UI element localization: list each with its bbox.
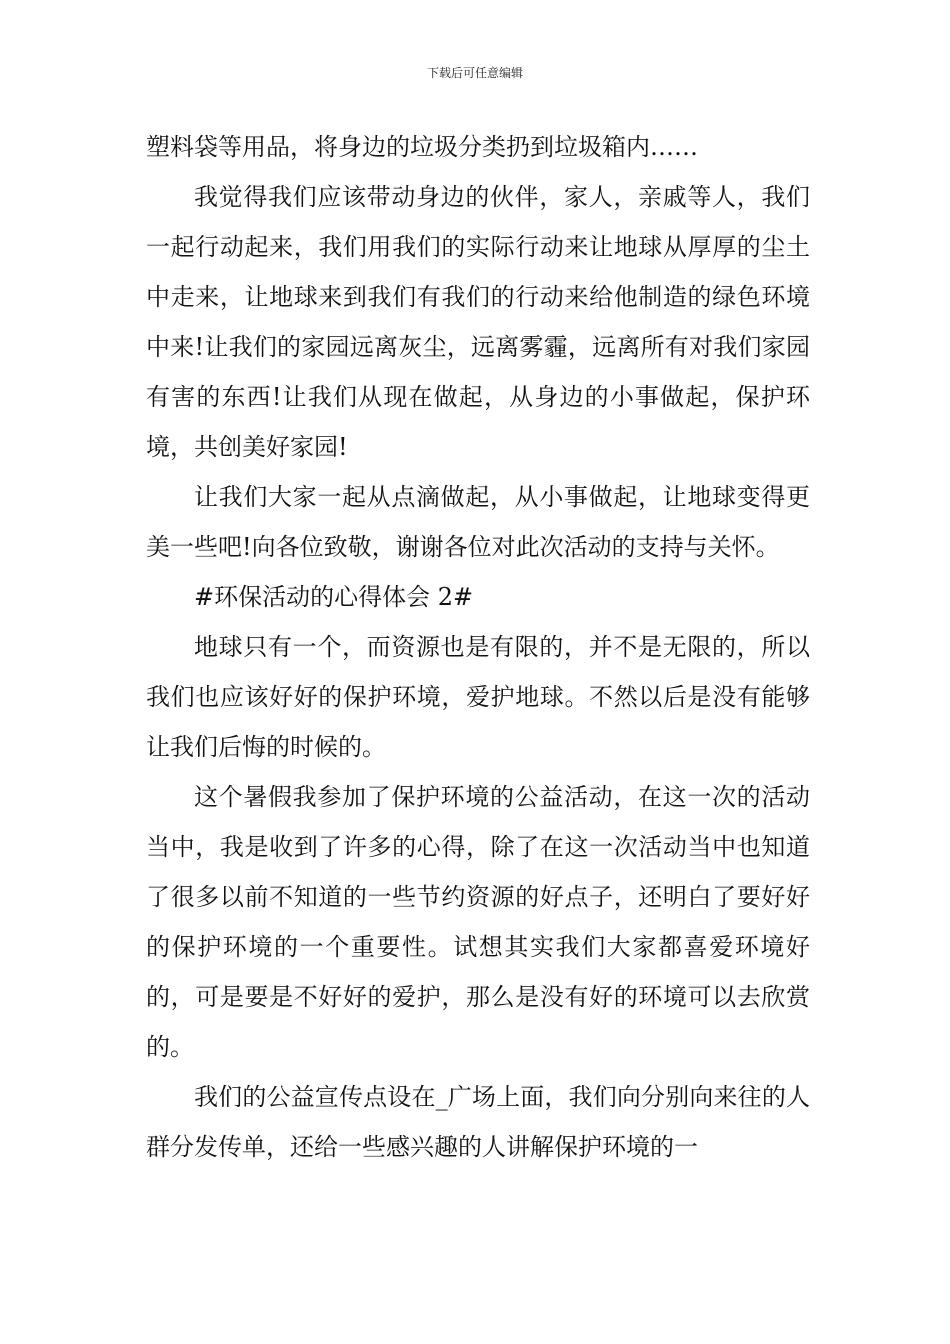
paragraph-1: 塑料袋等用品，将身边的垃圾分类扔到垃圾箱内……	[146, 133, 698, 161]
section-heading: #环保活动的心得体会 2#	[194, 583, 474, 611]
document-body	[146, 122, 810, 1172]
paragraph-5: 这个暑假我参加了保护环境的公益活动，在这一次的活动当中，我是收到了许多的心得，除了在这一次活动当中也知道了很多以前不知道的一些节约资源的好点子，还明白了要好好的保护环境的一个重要性。试想其实我们大家都喜爱环境好的，可是要是不好好的爱护，那么是没有好的环境可以去欣赏的。	[146, 783, 810, 1061]
page-header: 下载后可任意编辑	[426, 66, 523, 80]
paragraph-6: 我们的公益宣传点设在_广场上面，我们向分别向来往的人群分发传单，还给一些感兴趣的人讲解保护环境的一	[146, 1083, 810, 1161]
paragraph-4: 地球只有一个，而资源也是有限的，并不是无限的，所以我们也应该好好的保护环境，爱护地球。不然以后是没有能够让我们后悔的时候的。	[146, 633, 810, 761]
paragraph-2: 我觉得我们应该带动身边的伙伴，家人，亲戚等人，我们一起行动起来，我们用我们的实际行动来让地球从厚厚的尘土中走来，让地球来到我们有我们的行动来给他制造的绿色环境中来!让我们的家园远离灰尘，远离雾霾，远离所有对我们家园有害的东西!让我们从现在做起，从身边的小事做起，保护环境，共创美好家园!	[146, 183, 810, 461]
paragraph-3: 让我们大家一起从点滴做起，从小事做起，让地球变得更美一些吧!向各位致敬，谢谢各位对此次活动的支持与关怀。	[146, 483, 810, 561]
